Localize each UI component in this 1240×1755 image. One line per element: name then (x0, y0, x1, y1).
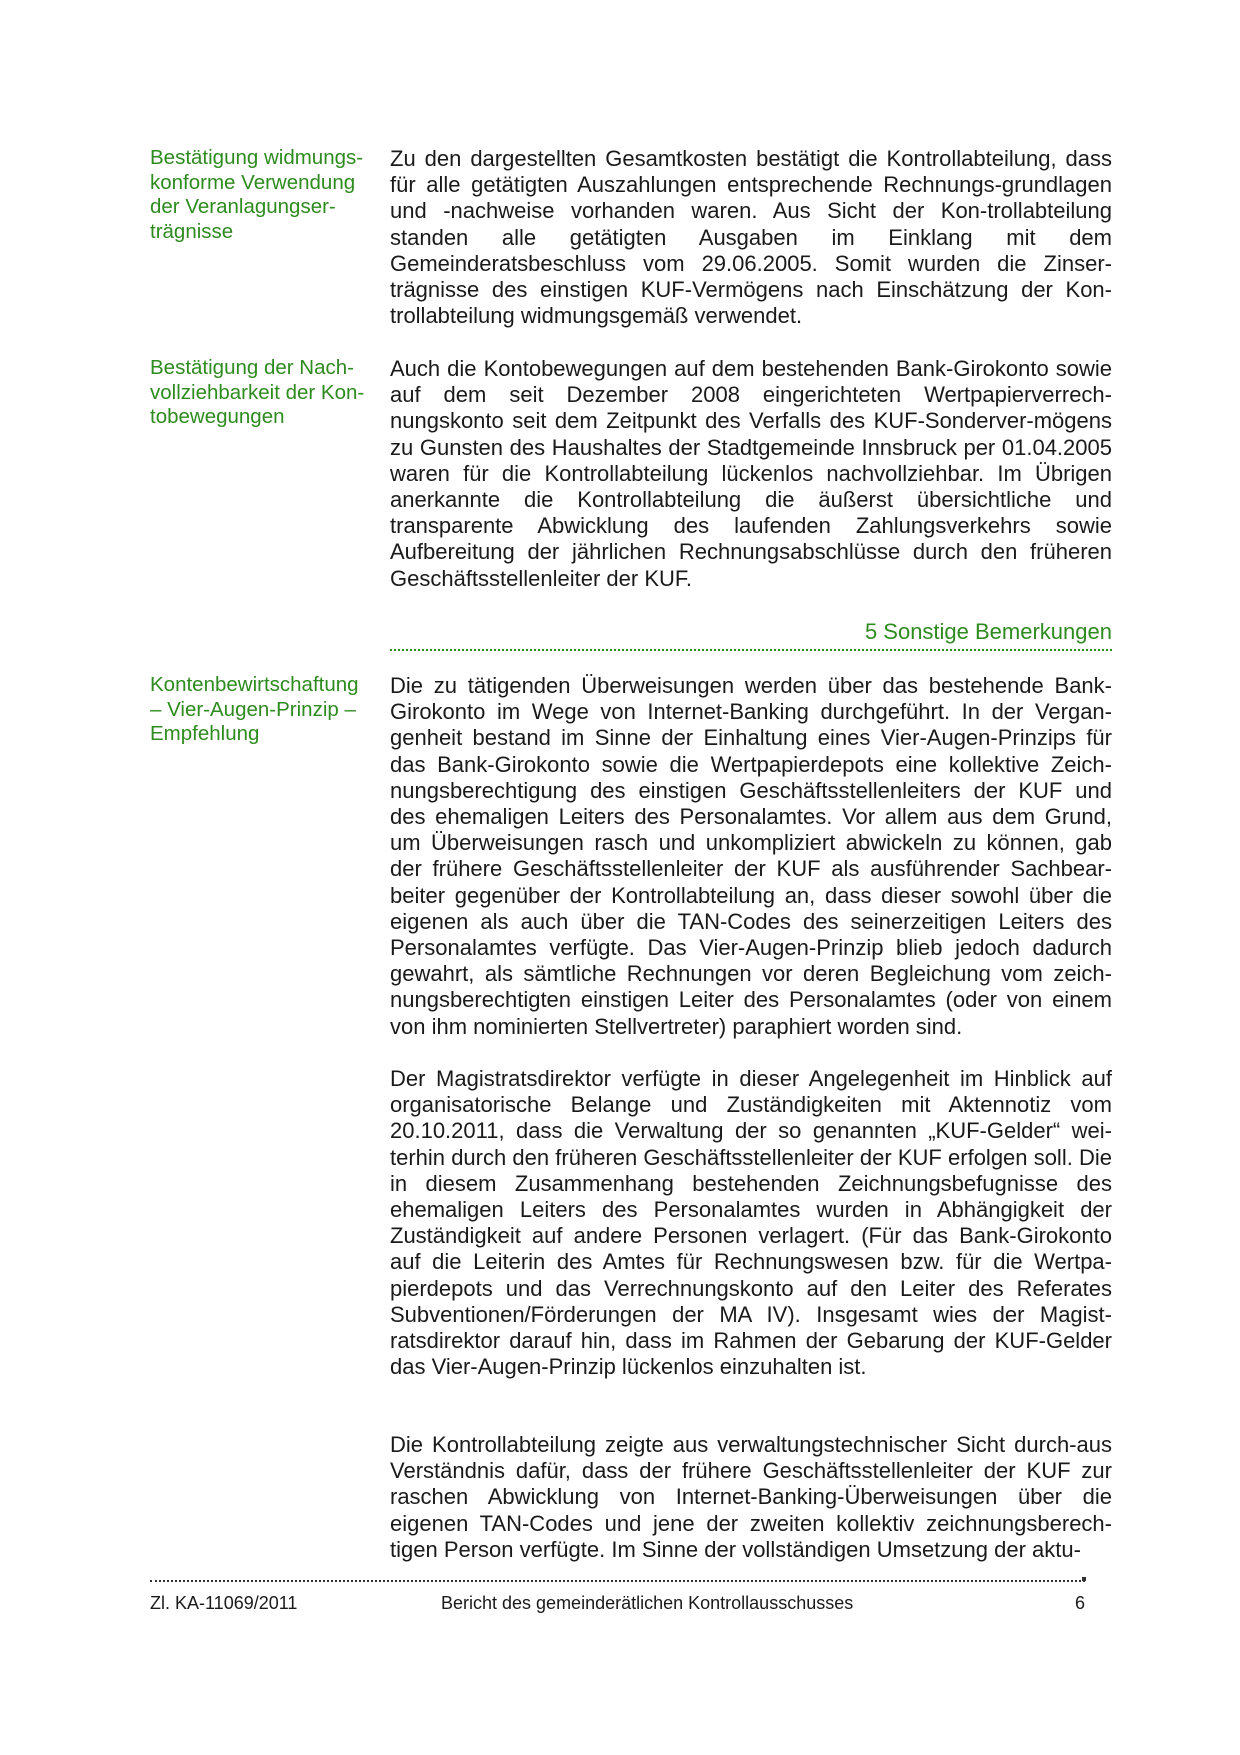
section-heading: 5 Sonstige Bemerkungen (864, 619, 1112, 644)
paragraph-total-costs: Zu den dargestellten Gesamtkosten bestätigt die Kontrollabteilung, dass für alle getätigten Auszahlungen entsprechende Rechnungs-grundlagen und -nachweise vorhanden waren. Aus Sicht der Kon-trollabteilung standen alle getätigten Ausgaben im Einklang mit dem Gemeinderatsbeschluss vom 29.06.2005. Somit wurden die Zinser-trägnisse des einstigen KUF-Vermögens nach Einschätzung der Kon-trollabteilung widmungsgemäß verwendet. (390, 146, 1112, 329)
footer-title: Bericht des gemeinderätlichen Kontrollausschusses (441, 1593, 854, 1613)
paragraph-transfers: Die zu tätigenden Überweisungen werden über das bestehende Bank-Girokonto im Wege von Internet-Banking durchgeführt. In der Vergan-genheit bestand im Sinne der Einhaltung eines Vier-Augen-Prinzips für das Bank-Girokonto sowie die Wertpapierdepots eine kollektive Zeich-nungsberechtigung des einstigen Geschäftsstellenleiters der KUF und des ehemaligen Leiters des Personalamtes. Vor allem aus dem Grund, um Überweisungen rasch und unkompliziert abwickeln zu können, gab der frühere Geschäftsstellenleiter der KUF als ausführender Sachbear-beiter gegenüber der Kontrollabteilung an, dass dieser sowohl über die eigenen als auch über die TAN-Codes des seinerzeitigen Leiters des Personalamtes verfügte. Das Vier-Augen-Prinzip blieb jedoch dadurch gewahrt, als sämtliche Rechnungen vor deren Begleichung vom zeich-nungsberechtigten einstigen Leiter des Personalamtes (oder von einem von ihm nominierten Stellvertreter) paraphiert worden sind. (390, 673, 1112, 1039)
footer-reference: Zl. KA-11069/2011 (150, 1593, 298, 1613)
margin-note-account-movements: Bestätigung der Nach- vollziehbarkeit der Kon- tobewegungen (150, 356, 365, 428)
paragraph-control-department: Die Kontrollabteilung zeigte aus verwaltungstechnischer Sicht durch-aus Verständnis dafür, dass der frühere Geschäftsstellenleiter der KUF zur raschen Abwicklung von Internet-Banking-Überweisungen über die eigenen TAN-Codes und jene der zweiten kollektiv zeichnungsberech-tigen Person verfügte. Im Sinne der vollständigen Umsetzung der aktu- (390, 1432, 1112, 1562)
margin-note-four-eyes: Kontenbewirtschaftung – Vier-Augen-Prinzip – Empfehlung (150, 673, 359, 745)
footer-divider (150, 1580, 1085, 1582)
page-number: 6 (1075, 1593, 1086, 1613)
footer-divider-end (1082, 1577, 1086, 1581)
section-divider (390, 649, 1112, 651)
paragraph-magistrate-director: Der Magistratsdirektor verfügte in dieser Angelegenheit im Hinblick auf organisatorische Belange und Zuständigkeiten mit Aktennotiz vom 20.10.2011, dass die Verwaltung der so genannten „KUF-Gelder“ wei-terhin durch den früheren Geschäftsstellenleiter der KUF erfolgen soll. Die in diesem Zusammenhang bestehenden Zeichnungsbefugnisse des ehemaligen Leiters des Personalamtes wurden in Abhängigkeit der Zuständigkeit auf andere Personen verlagert. (Für das Bank-Girokonto auf die Leiterin des Amtes für Rechnungswesen bzw. für die Wertpa-pierdepots und das Verrechnungskonto auf den Leiter des Referates Subventionen/Förderungen der MA IV). Insgesamt wies der Magist-ratsdirektor darauf hin, dass im Rahmen der Gebarung der KUF-Gelder das Vier-Augen-Prinzip lückenlos einzuhalten ist. (390, 1066, 1112, 1380)
margin-note-confirmation-use: Bestätigung widmungs- konforme Verwendung der Veranlagungser- trägnisse (150, 146, 364, 243)
paragraph-account-movements: Auch die Kontobewegungen auf dem bestehenden Bank-Girokonto sowie auf dem seit Dezember 2008 eingerichteten Wertpapierverrech-nungskonto seit dem Zeitpunkt des Verfalls des KUF-Sonderver-mögens zu Gunsten des Haushaltes der Stadtgemeinde Innsbruck per 01.04.2005 waren für die Kontrollabteilung lückenlos nachvollziehbar. Im Übrigen anerkannte die Kontrollabteilung die äußerst übersichtliche und transparente Abwicklung des laufenden Zahlungsverkehrs sowie Aufbereitung der jährlichen Rechnungsabschlüsse durch den früheren Geschäftsstellenleiter der KUF. (390, 356, 1112, 591)
